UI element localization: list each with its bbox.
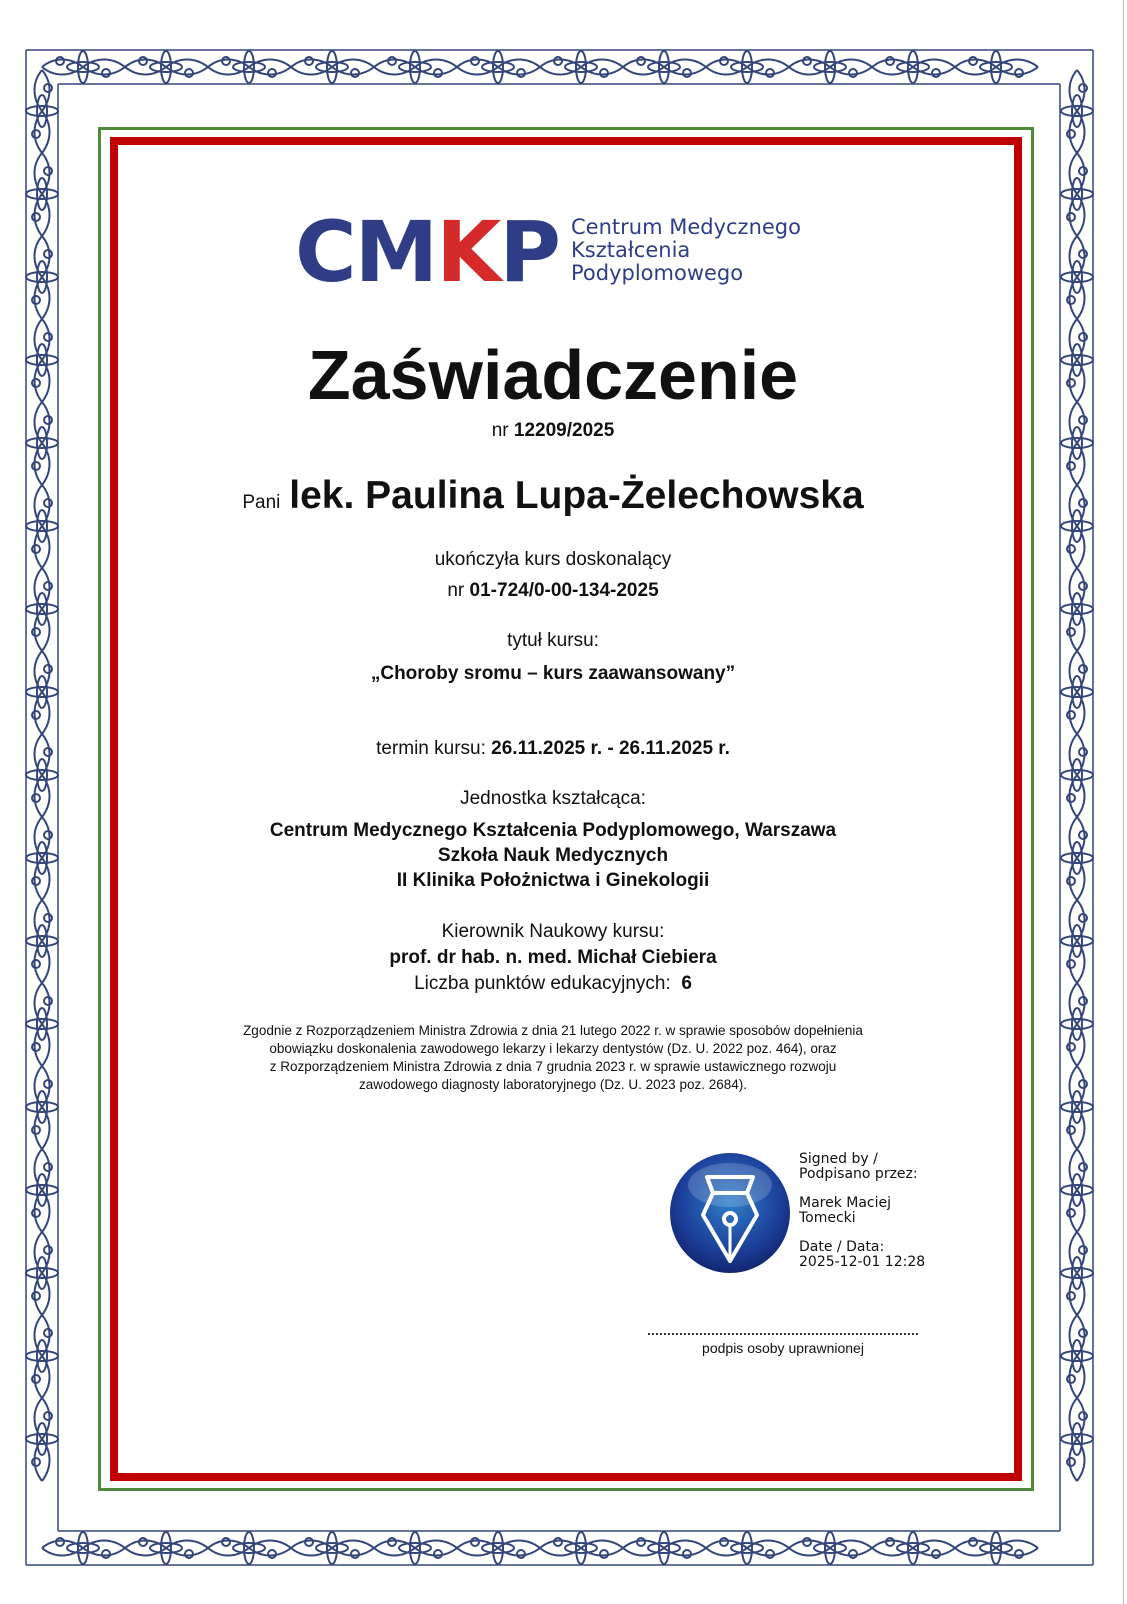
course-term: termin kursu: 26.11.2025 r. - 26.11.2025 r. — [376, 738, 730, 759]
ornament-motif — [26, 983, 58, 1066]
ornament-motif — [1061, 1149, 1093, 1232]
ornament-motif — [26, 1232, 58, 1315]
ornament-motif — [42, 51, 125, 83]
ornament-motif — [872, 1532, 955, 1564]
completed-text: ukończyła kurs doskonalący — [434, 549, 672, 570]
ornament-motif — [125, 51, 208, 83]
ornament-motif — [789, 1532, 872, 1564]
ornament-motif — [1061, 319, 1093, 402]
ornament-motif — [1061, 817, 1093, 900]
ornament-motif — [1061, 236, 1093, 319]
signer-name: Marek Maciej — [799, 1195, 892, 1211]
ornament-motif — [706, 1532, 789, 1564]
ornament-motif — [26, 734, 58, 817]
ornament-motif — [26, 1149, 58, 1232]
unit-line: II Klinika Położnictwa i Ginekologii — [396, 870, 710, 891]
signature-line — [648, 1333, 918, 1335]
ornament-motif — [208, 1532, 291, 1564]
ornament-motif — [26, 817, 58, 900]
director-name: prof. dr hab. n. med. Michał Ciebiera — [389, 947, 717, 968]
ornament-motif — [1061, 734, 1093, 817]
recipient: Pani lek. Paulina Lupa-Żelechowska — [242, 474, 864, 517]
course-title-label: tytuł kursu: — [507, 630, 599, 651]
ornament-motif — [623, 51, 706, 83]
ornament-motif — [1061, 402, 1093, 485]
course-title: „Choroby sromu – kurs zaawansowany” — [370, 663, 736, 684]
ornament-motif — [1061, 983, 1093, 1066]
ornament-motif — [1061, 900, 1093, 983]
unit-line: Szkoła Nauk Medycznych — [437, 845, 669, 866]
ornament-motif — [26, 1066, 58, 1149]
ornament-motif — [26, 651, 58, 734]
ornament-motif — [26, 402, 58, 485]
ornament-motif — [26, 236, 58, 319]
ornament-motif — [26, 319, 58, 402]
ornament-motif — [26, 1315, 58, 1398]
ornament-motif — [125, 1532, 208, 1564]
ornament-motif — [1061, 568, 1093, 651]
ornament-motif — [540, 51, 623, 83]
ornament-motif — [1061, 485, 1093, 568]
cmkp-logo — [295, 203, 825, 301]
recipient-name: lek. Paulina Lupa-Żelechowska — [289, 474, 864, 517]
document-title: Zaświadczenie — [307, 336, 799, 414]
ornament-motif — [457, 1532, 540, 1564]
ornament-motif — [457, 51, 540, 83]
ornament-motif — [623, 1532, 706, 1564]
certificate-number: nr 12209/2025 — [491, 420, 615, 441]
ornament-motif — [26, 485, 58, 568]
unit-line: Centrum Medycznego Kształcenia Podyplomowego, Warszawa — [269, 820, 837, 841]
ornament-motif — [1061, 1232, 1093, 1315]
signature-caption: podpis osoby uprawnionej — [702, 1340, 864, 1356]
ornament-motif — [872, 51, 955, 83]
unit-label: Jednostka kształcąca: — [460, 788, 646, 809]
ornament-motif — [26, 153, 58, 236]
ornament-motif — [26, 568, 58, 651]
legal-note: Zgodnie z Rozporządzeniem Ministra Zdrowia z dnia 21 lutego 2022 r. w sprawie sposobów dopełnienia obowiązku doskonalenia zawodowego lekarzy i lekarzy dentystów (Dz. U. 2022 poz. 464), oraz z Rozporządzeniem Ministra Zdrowia z dnia 7 grudnia 2023 r. w sprawie ustawicznego rozwoju zawodowego diagnosty laboratoryjnego (Dz. U. 2023 poz. 2684). — [243, 1023, 863, 1092]
signature-details: Signed by / Podpisano przez: Marek Maciej Tomecki Date / Data: 2025-12-01 12:28 — [799, 1151, 926, 1270]
ornament-motif — [1061, 70, 1093, 153]
ornament-motif — [291, 1532, 374, 1564]
logo-mark: CMKP — [295, 203, 559, 301]
course-number: nr 01-724/0-00-134-2025 — [447, 580, 659, 601]
logo-text: Centrum Medycznego Kształcenia Podyplomowego — [571, 215, 801, 285]
ornament-motif — [955, 1532, 1038, 1564]
director-label: Kierownik Naukowy kursu: — [441, 921, 665, 942]
ornament-motif — [42, 1532, 125, 1564]
education-points: Liczba punktów edukacyjnych: 6 — [414, 973, 692, 994]
ornament-motif — [26, 900, 58, 983]
ornament-motif — [540, 1532, 623, 1564]
ornament-motif — [26, 70, 58, 153]
ornament-motif — [26, 1398, 58, 1481]
ornament-motif — [1061, 1398, 1093, 1481]
ornament-motif — [1061, 651, 1093, 734]
ornament-motif — [374, 1532, 457, 1564]
ornament-motif — [291, 51, 374, 83]
ornament-motif — [374, 51, 457, 83]
ornament-motif — [1061, 153, 1093, 236]
ornament-motif — [1061, 1315, 1093, 1398]
ornament-motif — [955, 51, 1038, 83]
page-edge — [1123, 0, 1124, 1604]
ornament-motif — [208, 51, 291, 83]
ornament-motif — [789, 51, 872, 83]
ornament-motif — [1061, 1066, 1093, 1149]
ornament-motif — [706, 51, 789, 83]
signature-date: 2025-12-01 12:28 — [799, 1254, 926, 1270]
fountain-pen-nib-icon — [667, 1153, 793, 1279]
